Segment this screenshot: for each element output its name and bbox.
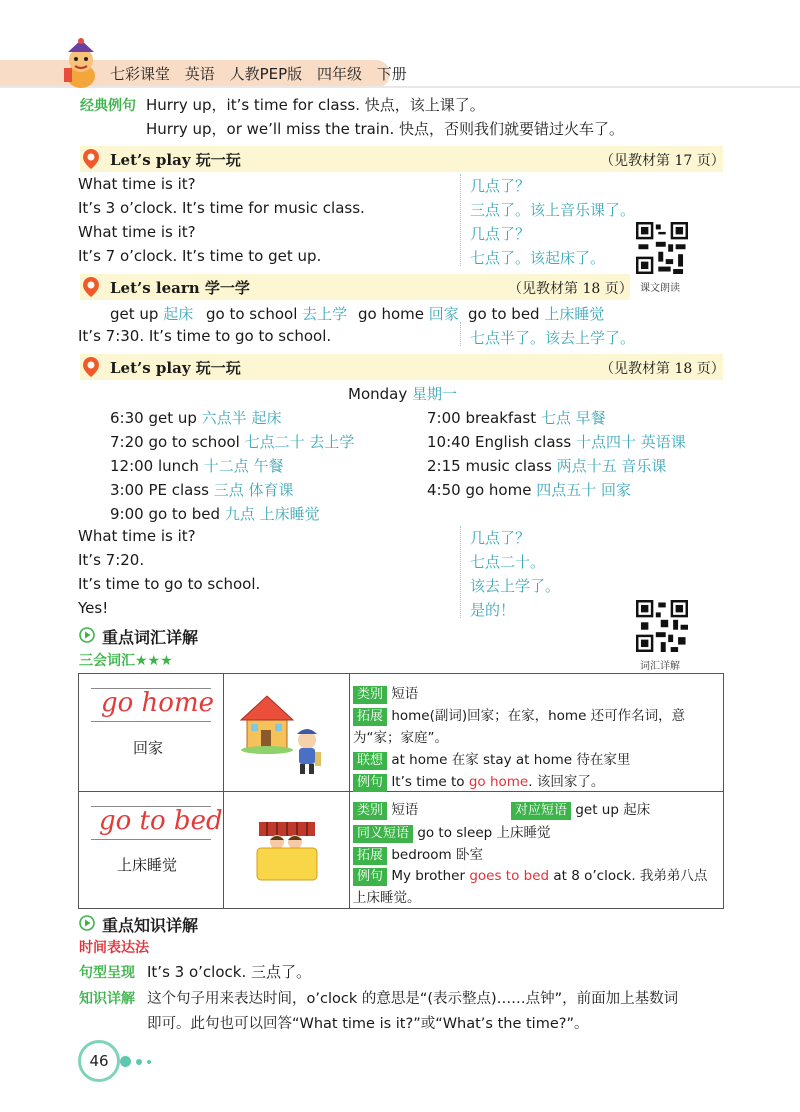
schedule-en: 3:00 PE class — [110, 481, 209, 499]
vocab-word-1: go home — [101, 688, 215, 718]
volume-name: 下册 — [376, 65, 407, 83]
schedule-cn: 四点五十 回家 — [536, 481, 632, 499]
learn-title: Let’s learn 学一学 — [110, 279, 250, 297]
vocab-subheading: 三会词汇★★★ — [79, 653, 173, 669]
header-rule — [0, 86, 800, 88]
schedule-en: 7:00 breakfast — [427, 409, 537, 427]
phrase-cn: 上床睡觉 — [544, 305, 605, 323]
schedule-en: 4:50 go home — [427, 481, 532, 499]
phrase-cn: 起床 — [163, 305, 194, 323]
tag-category: 类别 — [353, 802, 387, 820]
schedule-right-1 — [427, 407, 606, 428]
vocab-meaning-1: 回家 — [133, 739, 164, 757]
play1-title: Let’s play 玩一玩 — [110, 151, 241, 169]
learn-ref: （见教材第 18 页） — [508, 281, 633, 297]
example-highlight: goes to bed — [469, 868, 550, 884]
detail-label: 知识详解 — [79, 991, 135, 1007]
location-pin-icon — [82, 148, 100, 170]
play1-en-2: It’s 3 o’clock. It’s time for music class. — [78, 199, 365, 217]
schedule-cn: 七点二十 去上学 — [244, 433, 355, 451]
col-divider — [349, 674, 350, 908]
detail-line-2: 即可。此句也可以回答“What time is it?”或“What’s the time?”。 — [147, 1016, 589, 1032]
phrase-cn: 去上学 — [302, 305, 348, 323]
play1-cn-1: 几点了？ — [470, 177, 531, 195]
schedule-cn: 六点半 起床 — [201, 409, 282, 427]
schedule-left-2 — [110, 431, 354, 452]
vocab2-row-1 — [353, 798, 418, 820]
extension-value: home(副词)回家；在家，home 还可作名词，意为“家；家庭”。 — [353, 708, 686, 746]
phrase-4 — [468, 303, 604, 324]
dialog-cn-3: 该去上学了。 — [470, 577, 561, 595]
dialog-cn-1: 几点了？ — [470, 529, 531, 547]
col-divider — [223, 674, 224, 908]
vocab-meaning-2: 上床睡觉 — [117, 856, 178, 874]
schedule-en: 7:20 go to school — [110, 433, 240, 451]
decor-dot — [147, 1060, 151, 1064]
dialog-en-3: It’s time to go to school. — [78, 575, 261, 593]
grade-name: 四年级 — [316, 65, 362, 83]
tag-example: 例句 — [353, 774, 387, 792]
page-number: 46 — [78, 1040, 120, 1082]
schedule-cn: 三点 体育课 — [213, 481, 294, 499]
schedule-left-4 — [110, 479, 294, 500]
tag-extension: 拓展 — [353, 847, 387, 865]
location-pin-icon — [82, 356, 100, 378]
knowledge-topic: 时间表达法 — [79, 940, 149, 956]
example-highlight: go home — [468, 774, 529, 790]
phrase-3 — [358, 303, 459, 324]
dialog-en-2: It’s 7:20. — [78, 551, 145, 569]
schedule-right-4 — [427, 479, 631, 500]
synonym-value: go to sleep 上床睡觉 — [417, 825, 551, 841]
example-line-1: Hurry up，it’s time for class. 快点，该上课了。 — [146, 96, 485, 114]
category-value: 短语 — [391, 802, 419, 818]
qr-code-icon[interactable] — [636, 600, 688, 652]
schedule-day — [348, 383, 457, 404]
phrase-2 — [206, 303, 347, 324]
schedule-cn: 十二点 午餐 — [203, 457, 284, 475]
vocab-table — [78, 673, 724, 909]
example-post: . 该回家了。 — [528, 774, 605, 790]
vocab2-row-4 — [353, 865, 719, 909]
phrase-en: go to school — [206, 305, 298, 323]
schedule-cn: 七点 早餐 — [540, 409, 606, 427]
series-name: 七彩课堂 — [110, 65, 171, 83]
decor-dot — [136, 1059, 142, 1065]
tag-synonym: 同义短语 — [353, 825, 413, 843]
example-pre: It’s time to — [391, 774, 469, 790]
dialog-en-1: What time is it? — [78, 527, 196, 545]
phrase-en: go home — [358, 305, 424, 323]
dialog-cn-4: 是的！ — [470, 601, 516, 619]
qr-code-icon[interactable] — [636, 222, 688, 274]
divider-line — [460, 526, 461, 618]
play1-en-4: It’s 7 o’clock. It’s time to get up. — [78, 247, 322, 265]
divider-line — [460, 322, 461, 346]
phrase-1 — [110, 303, 193, 324]
house-picture-icon — [237, 688, 333, 780]
day-en: Monday — [348, 385, 408, 403]
learn-sentence-en: It’s 7:30. It’s time to go to school. — [78, 327, 332, 345]
vocab1-row-3 — [353, 748, 630, 770]
tag-extension: 拓展 — [353, 708, 387, 726]
play1-ref: （见教材第 17 页） — [600, 153, 725, 169]
dialog-cn-2: 七点二十。 — [470, 553, 546, 571]
corresponding-value: get up 起床 — [575, 802, 651, 818]
schedule-left-5 — [110, 503, 320, 524]
vocab-word-2: go to bed — [99, 806, 223, 836]
divider-line — [460, 174, 461, 266]
schedule-cn: 十点四十 英语课 — [575, 433, 686, 451]
vocab1-row-4 — [353, 770, 604, 792]
dialog-en-4: Yes! — [78, 599, 109, 617]
play-circle-icon — [79, 627, 95, 643]
tag-example: 例句 — [353, 868, 387, 886]
example-pre: My brother — [391, 868, 470, 884]
edition-name: 人教PEP版 — [229, 65, 303, 83]
bed-picture-icon — [255, 818, 319, 884]
schedule-cn: 九点 上床睡觉 — [224, 505, 320, 523]
phrase-cn: 回家 — [428, 305, 459, 323]
play2-title: Let’s play 玩一玩 — [110, 359, 241, 377]
tag-association: 联想 — [353, 752, 387, 770]
detail-line-1: 这个句子用来表达时间，o’clock 的意思是“(表示整点)……点钟”，前面加上基数词 — [147, 991, 679, 1007]
schedule-right-2 — [427, 431, 686, 452]
play-circle-icon — [79, 915, 95, 931]
vocab2-corresponding — [511, 798, 650, 820]
location-pin-icon — [82, 276, 100, 298]
schedule-en: 10:40 English class — [427, 433, 572, 451]
pattern-label: 句型呈现 — [79, 965, 135, 981]
vocab2-row-2 — [353, 821, 551, 843]
play2-ref: （见教材第 18 页） — [600, 361, 725, 377]
schedule-en: 6:30 get up — [110, 409, 197, 427]
schedule-en: 9:00 go to bed — [110, 505, 221, 523]
header-title — [110, 63, 417, 84]
play1-cn-2: 三点了。该上音乐课了。 — [470, 201, 636, 219]
schedule-cn: 两点十五 音乐课 — [556, 457, 667, 475]
schedule-en: 2:15 music class — [427, 457, 552, 475]
association-value: at home 在家 stay at home 待在家里 — [391, 752, 631, 768]
example-line-2: Hurry up，or we’ll miss the train. 快点，否则我们就要错过火车了。 — [146, 120, 625, 138]
learn-sentence-cn: 七点半了。该去上学了。 — [470, 329, 636, 347]
decor-dot — [120, 1056, 131, 1067]
tag-corresponding: 对应短语 — [511, 802, 571, 820]
day-cn: 星期一 — [412, 385, 458, 403]
pattern-text: It’s 3 o’clock. 三点了。 — [147, 963, 311, 981]
vocab1-row-2 — [353, 705, 719, 749]
qr1-caption: 课文朗读 — [640, 283, 680, 294]
vocab-heading: 重点词汇详解 — [102, 628, 199, 647]
subject-name: 英语 — [184, 65, 215, 83]
vocab2-row-3 — [353, 843, 483, 865]
knowledge-heading: 重点知识详解 — [102, 916, 199, 935]
qr2-caption: 词汇详解 — [640, 661, 680, 672]
schedule-left-1 — [110, 407, 281, 428]
play1-en-3: What time is it? — [78, 223, 196, 241]
phrase-en: get up — [110, 305, 159, 323]
category-value: 短语 — [391, 686, 419, 702]
play1-cn-3: 几点了？ — [470, 225, 531, 243]
example-label: 经典例句 — [80, 98, 136, 114]
play1-en-1: What time is it? — [78, 175, 196, 193]
extension-value: bedroom 卧室 — [391, 847, 483, 863]
phrase-en: go to bed — [468, 305, 540, 323]
vocab1-row-1 — [353, 682, 418, 704]
play1-cn-4: 七点了。该起床了。 — [470, 249, 606, 267]
mascot-icon — [56, 38, 106, 90]
schedule-right-3 — [427, 455, 666, 476]
schedule-left-3 — [110, 455, 284, 476]
example-post: at 8 o’clock. 我弟弟八点上床睡觉。 — [353, 868, 708, 906]
tag-category: 类别 — [353, 686, 387, 704]
schedule-en: 12:00 lunch — [110, 457, 199, 475]
